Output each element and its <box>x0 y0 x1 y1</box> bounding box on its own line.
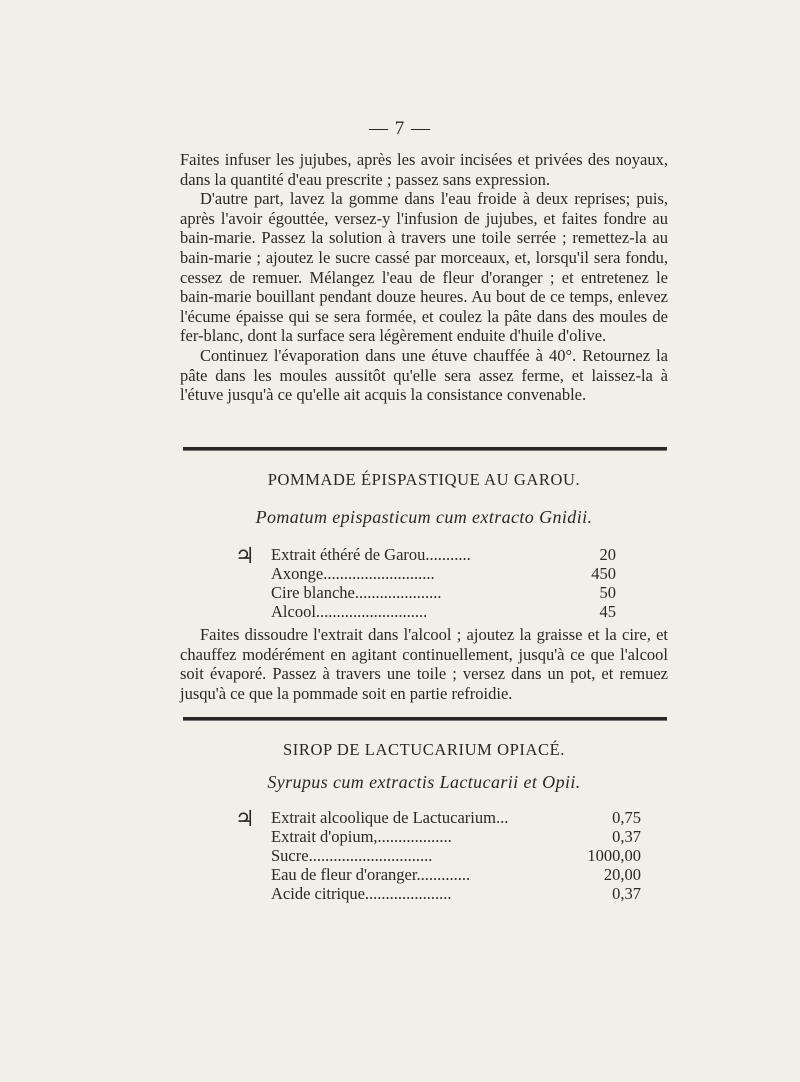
section-divider <box>183 717 667 721</box>
ingredient-quantity: 20,00 <box>603 865 641 884</box>
ingredient-name: Sucre.............................. <box>271 846 433 865</box>
ingredient-row <box>271 884 452 903</box>
ingredient-row <box>271 827 452 846</box>
ingredient-quantity: 0,37 <box>612 884 641 903</box>
latin-title: Syrupus cum extractis Lactucarii et Opii. <box>267 772 581 792</box>
ingredient-name: Extrait éthéré de Garou........... <box>271 545 471 564</box>
paragraph: Faites dissoudre l'extrait dans l'alcool ; ajoutez la graisse et la cire, et chauffez modérément en agitant continuellement, jusqu'à ce que l'alcool soit évaporé. Passez à travers une toile ; versez dans un pot, et remuez jusqu'à ce que la pommade soit en partie refroidie. <box>180 625 668 703</box>
ingredient-name: Axonge........................... <box>271 564 435 583</box>
paragraph: Faites infuser les jujubes, après les avoir incisées et privées des noyaux, dans la quantité d'eau prescrite ; passez sans expression. <box>180 150 668 189</box>
ingredient-row <box>271 808 508 827</box>
ingredient-row <box>271 846 432 865</box>
paragraph: D'autre part, lavez la gomme dans l'eau froide à deux reprises; puis, après l'avoir égouttée, versez-y l'infusion de jujubes, et faites fondre au bain-marie. Passez la solution à travers une toile serrée ; remettez-la au bain-marie ; ajoutez le sucre cassé par morceaux, et, lorsqu'il sera fondu, cessez de remuer. Mélangez l'eau de fleur d'oranger ; et entretenez le bain-marie bouillant pendant douze heures. Au bout de ce temps, enlevez l'écume épaisse qui se sera formée, et coulez la pâte dans des moules de fer-blanc, dont la surface sera légèrement enduite d'huile d'olive. <box>180 189 668 346</box>
ingredient-row <box>271 865 470 884</box>
ingredient-quantity: 50 <box>599 583 616 602</box>
ingredient-quantity: 20 <box>599 545 616 564</box>
ingredient-row <box>271 583 441 602</box>
ingredient-name: Alcool........................... <box>271 602 428 621</box>
paragraph: Continuez l'évaporation dans une étuve chauffée à 40°. Retournez la pâte dans les moules aussitôt qu'elle sera assez ferme, et laissez-la à l'étuve jusqu'à ce qu'elle ait acquis la consistance convenable. <box>180 345 668 405</box>
latin-title: Pomatum epispasticum cum extracto Gnidii. <box>255 507 593 527</box>
ingredient-name: Extrait alcoolique de Lactucarium... <box>271 808 509 827</box>
section-divider <box>183 447 667 451</box>
ingredient-row <box>271 545 471 564</box>
recipe-symbol-icon: ♃ <box>235 806 255 831</box>
ingredient-quantity: 450 <box>591 564 616 583</box>
ingredient-quantity: 1000,00 <box>587 846 641 865</box>
ingredient-quantity: 0,37 <box>612 827 641 846</box>
page-number: — 7 — <box>369 118 431 139</box>
ingredient-name: Acide citrique..................... <box>271 884 452 903</box>
ingredient-quantity: 0,75 <box>612 808 641 827</box>
ingredient-name: Eau de fleur d'oranger............. <box>271 865 471 884</box>
ingredient-name: Cire blanche..................... <box>271 583 442 602</box>
section-heading: POMMADE ÉPISPASTIQUE AU GAROU. <box>267 470 581 489</box>
ingredient-name: Extrait d'opium,.................. <box>271 827 452 846</box>
section-heading: SIROP DE LACTUCARIUM OPIACÉ. <box>282 740 566 759</box>
paragraph-block <box>180 625 668 703</box>
ingredient-row <box>271 564 435 583</box>
ingredient-quantity: 45 <box>599 602 616 621</box>
paragraph-block <box>180 150 668 405</box>
ingredient-row <box>271 602 427 621</box>
recipe-symbol-icon: ♃ <box>235 543 255 568</box>
